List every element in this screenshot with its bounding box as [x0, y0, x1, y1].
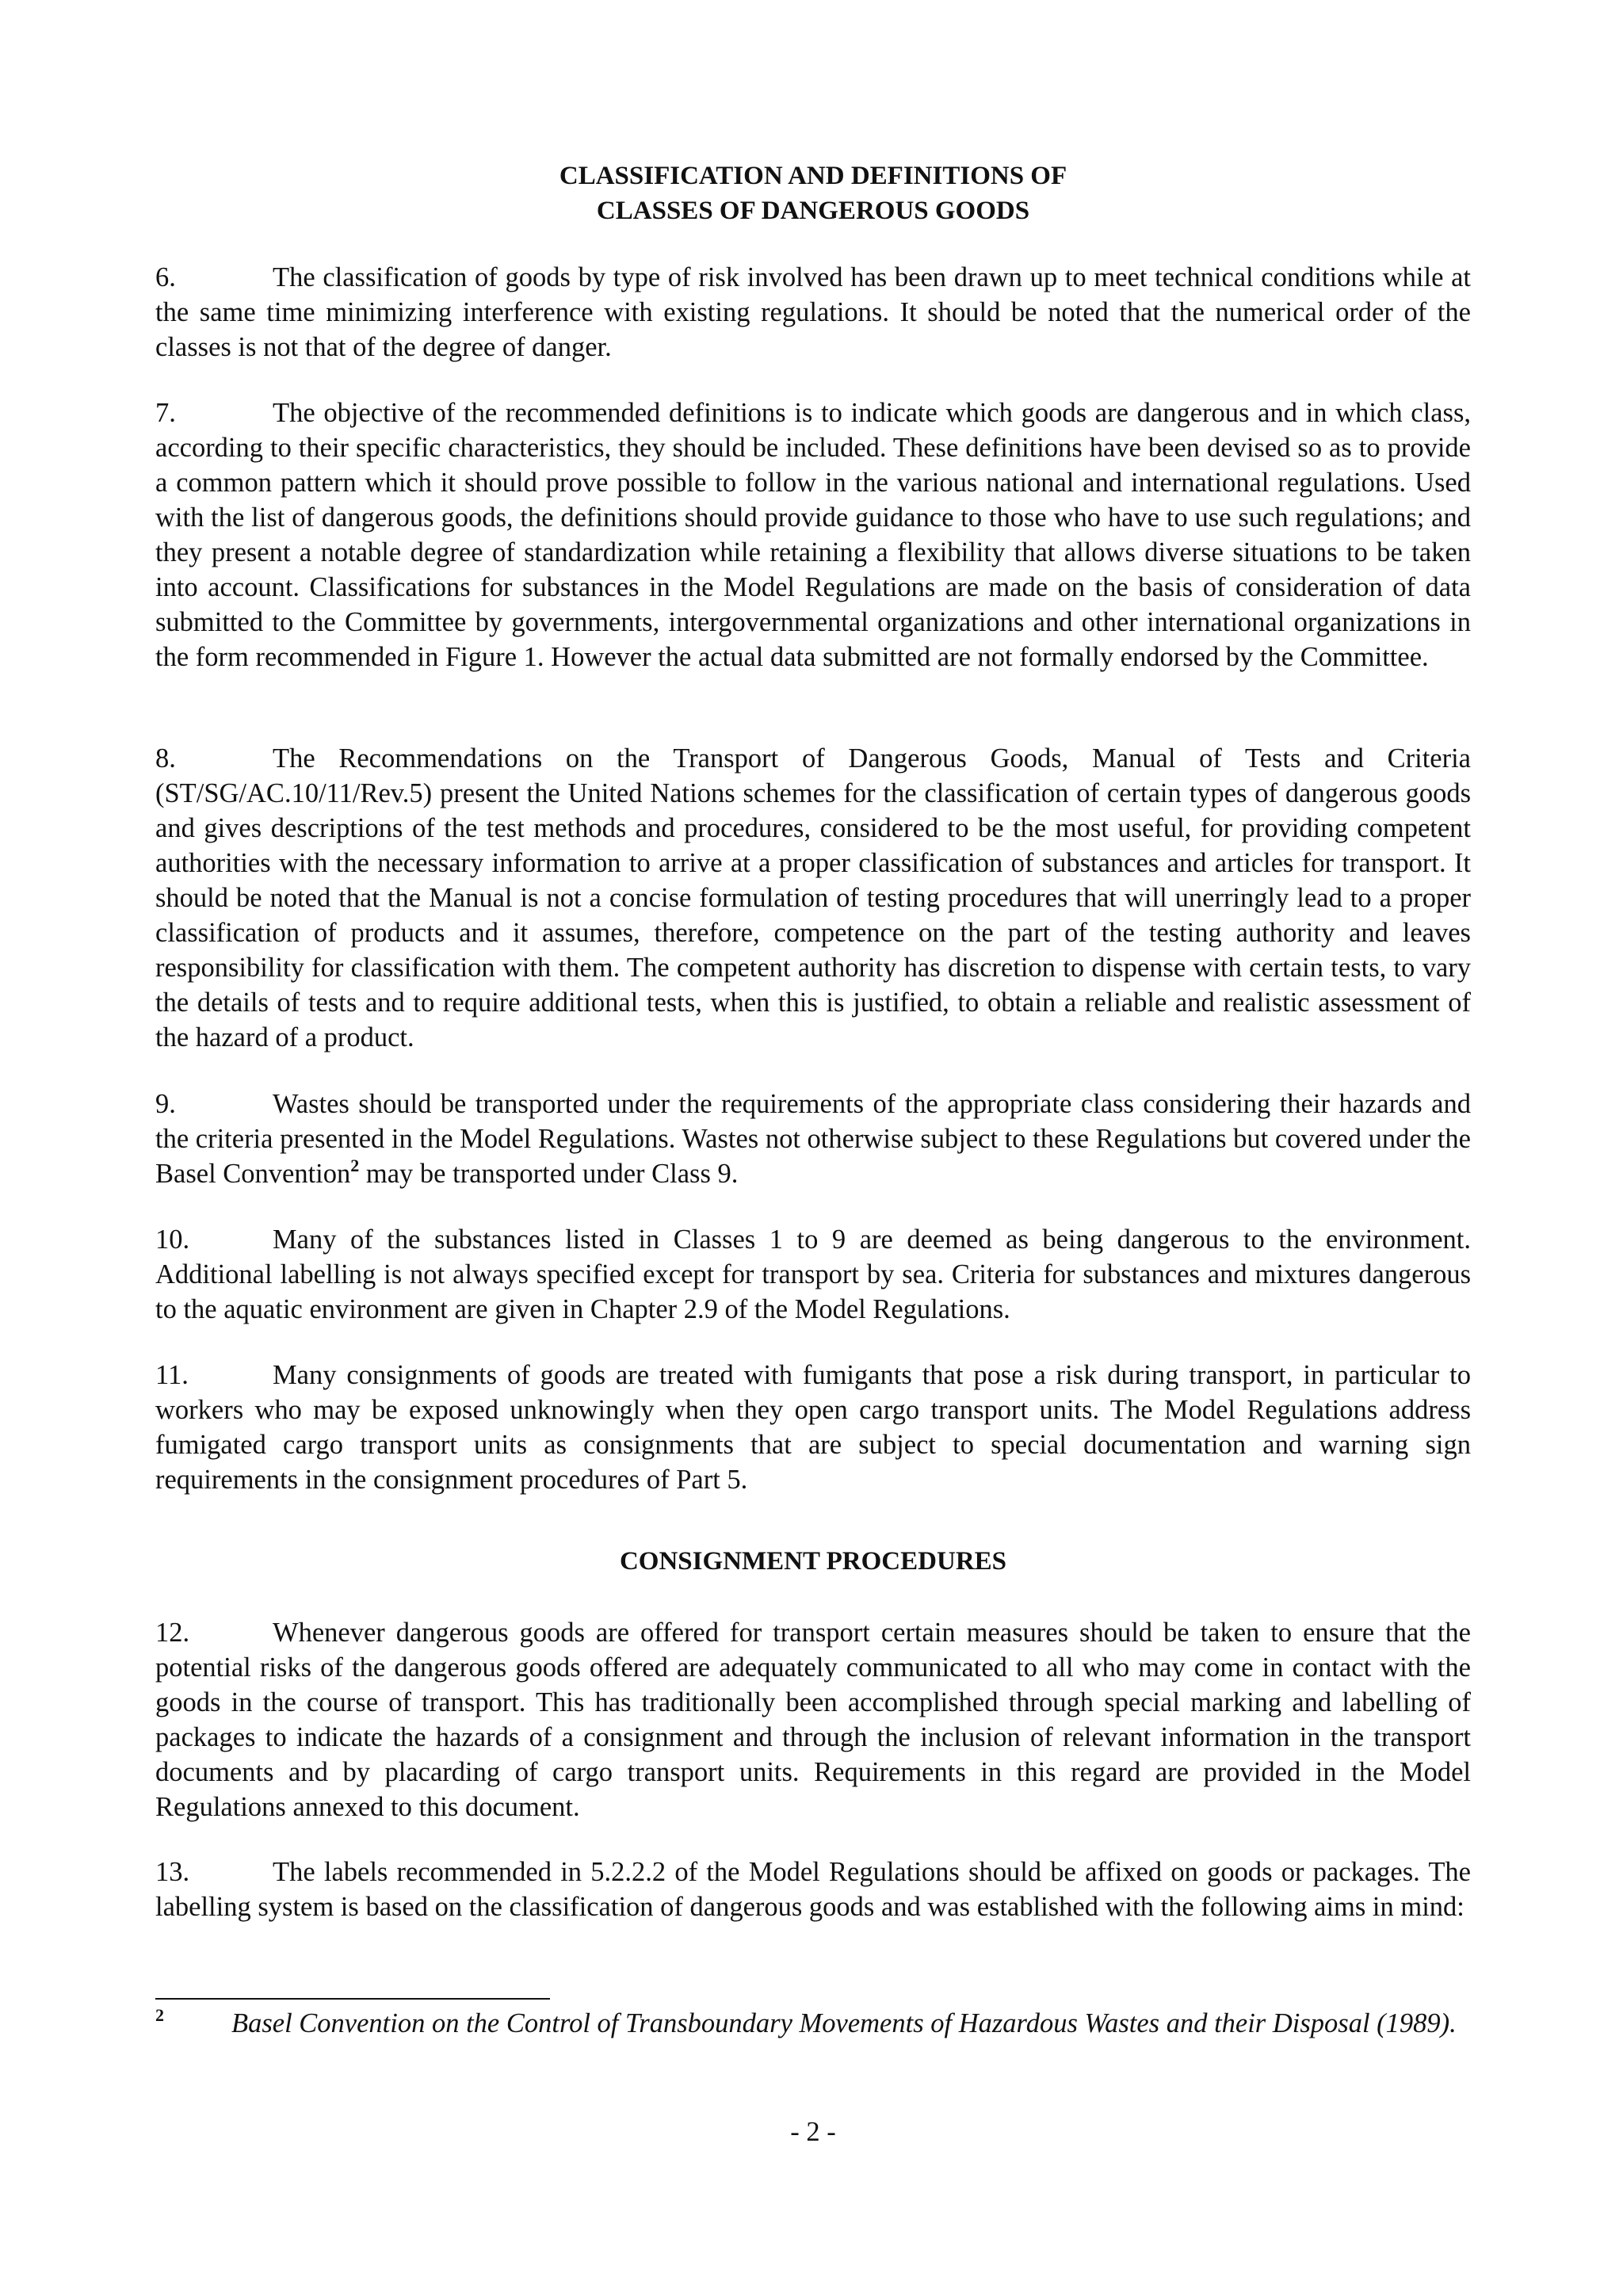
- paragraph-number: 8.: [155, 743, 176, 774]
- heading-line-1: CLASSIFICATION AND DEFINITIONS OF: [559, 162, 1067, 190]
- section-heading-consignment: [155, 1544, 1471, 1579]
- paragraph-12: [155, 1615, 1471, 1824]
- paragraph-number: 7.: [155, 398, 176, 428]
- paragraph-number: 9.: [155, 1089, 176, 1119]
- paragraph-text: Wastes should be transported under the requirements of the appropriate class considering their hazards and the criteria presented in the Model Regulations. Wastes not otherwise subject to these Regulations but covered under the Basel Convention: [155, 1089, 1471, 1189]
- paragraph-text: Whenever dangerous goods are offered for transport certain measures should be taken to ensure that the potential risks of the dangerous goods offered are adequately communicated to all who may come in contact with the goods in the course of transport. This has traditionally been accomplished through special marking and labelling of packages to indicate the hazards of a consignment and through the inclusion of relevant information in the transport documents and by placarding of cargo transport units. Requirements in this regard are provided in the Model Regulations annexed to this document.: [155, 1618, 1471, 1822]
- paragraph-11: [155, 1358, 1471, 1497]
- heading-text: CONSIGNMENT PROCEDURES: [619, 1547, 1007, 1576]
- paragraph-text: The classification of goods by type of risk involved has been drawn up to meet technical conditions while at the same time minimizing interference with existing regulations. It should be noted that the numerical order of the classes is not that of the degree of danger.: [155, 262, 1471, 362]
- section-heading-classification: [155, 159, 1471, 228]
- footnote-separator: [155, 1998, 550, 2000]
- footnote-text: Basel Convention on the Control of Transboundary Movements of Hazardous Wastes and their Disposal (1989).: [231, 2008, 1457, 2038]
- heading-line-2: CLASSES OF DANGEROUS GOODS: [596, 197, 1030, 225]
- page-number: - 2 -: [790, 2117, 836, 2147]
- paragraph-6: [155, 260, 1471, 365]
- paragraph-8: [155, 741, 1471, 1055]
- paragraph-13: [155, 1855, 1471, 1924]
- paragraph-10: [155, 1222, 1471, 1327]
- paragraph-text: The labels recommended in 5.2.2.2 of the Model Regulations should be affixed on goods or packages. The labelling system is based on the classification of dangerous goods and was established with the following aims in mind:: [155, 1857, 1471, 1922]
- paragraph-number: 10.: [155, 1224, 190, 1255]
- footnote: 2 Basel Convention on the Control of Transboundary Movements of Hazardous Wastes and their Disposal (1989).: [155, 2005, 1457, 2038]
- paragraph-number: 6.: [155, 262, 176, 292]
- paragraph-9: [155, 1087, 1471, 1191]
- paragraph-text: Many consignments of goods are treated with fumigants that pose a risk during transport, in particular to workers who may be exposed unknowingly when they open cargo transport units. The Model Regulations address fumigated cargo transport units as consignments that are subject to special documentation and warning sign requirements in the consignment procedures of Part 5.: [155, 1360, 1471, 1495]
- paragraph-text-continued: may be transported under Class 9.: [359, 1159, 739, 1189]
- paragraph-7: [155, 395, 1471, 674]
- paragraph-text: The Recommendations on the Transport of Dangerous Goods, Manual of Tests and Criteria (ST/SG/AC.10/11/Rev.5) present the United Nations schemes for the classification of certain types of dangerous goods and gives descriptions of the test methods and procedures, considered to be the most useful, for providing competent authorities with the necessary information to arrive at a proper classification of substances and articles for transport. It should be noted that the Manual is not a concise formulation of testing procedures that will unerringly lead to a proper classification of products and it assumes, therefore, competence on the part of the testing authority and leaves responsibility for classification with them. The competent authority has discretion to dispense with certain tests, to vary the details of tests and to require additional tests, when this is justified, to obtain a reliable and realistic assessment of the hazard of a product.: [155, 743, 1471, 1052]
- paragraph-text: Many of the substances listed in Classes 1 to 9 are deemed as being dangerous to the environment. Additional labelling is not always specified except for transport by sea. Criteria for substances and mixtures dangerous to the aquatic environment are given in Chapter 2.9 of the Model Regulations.: [155, 1224, 1471, 1324]
- footnote-reference[interactable]: 2: [350, 1156, 360, 1175]
- paragraph-number: 12.: [155, 1618, 190, 1648]
- paragraph-text: The objective of the recommended definitions is to indicate which goods are dangerous and in which class, according to their specific characteristics, they should be included. These definitions have been devised so as to provide a common pattern which it should prove possible to follow in the various national and international regulations. Used with the list of dangerous goods, the definitions should provide guidance to those who have to use such regulations; and they present a notable degree of standardization while retaining a flexibility that allows diverse situations to be taken into account. Classifications for substances in the Model Regulations are made on the basis of consideration of data submitted to the Committee by governments, intergovernmental organizations and other international organizations in the form recommended in Figure 1. However the actual data submitted are not formally endorsed by the Committee.: [155, 398, 1471, 672]
- paragraph-number: 13.: [155, 1857, 190, 1887]
- paragraph-number: 11.: [155, 1360, 189, 1390]
